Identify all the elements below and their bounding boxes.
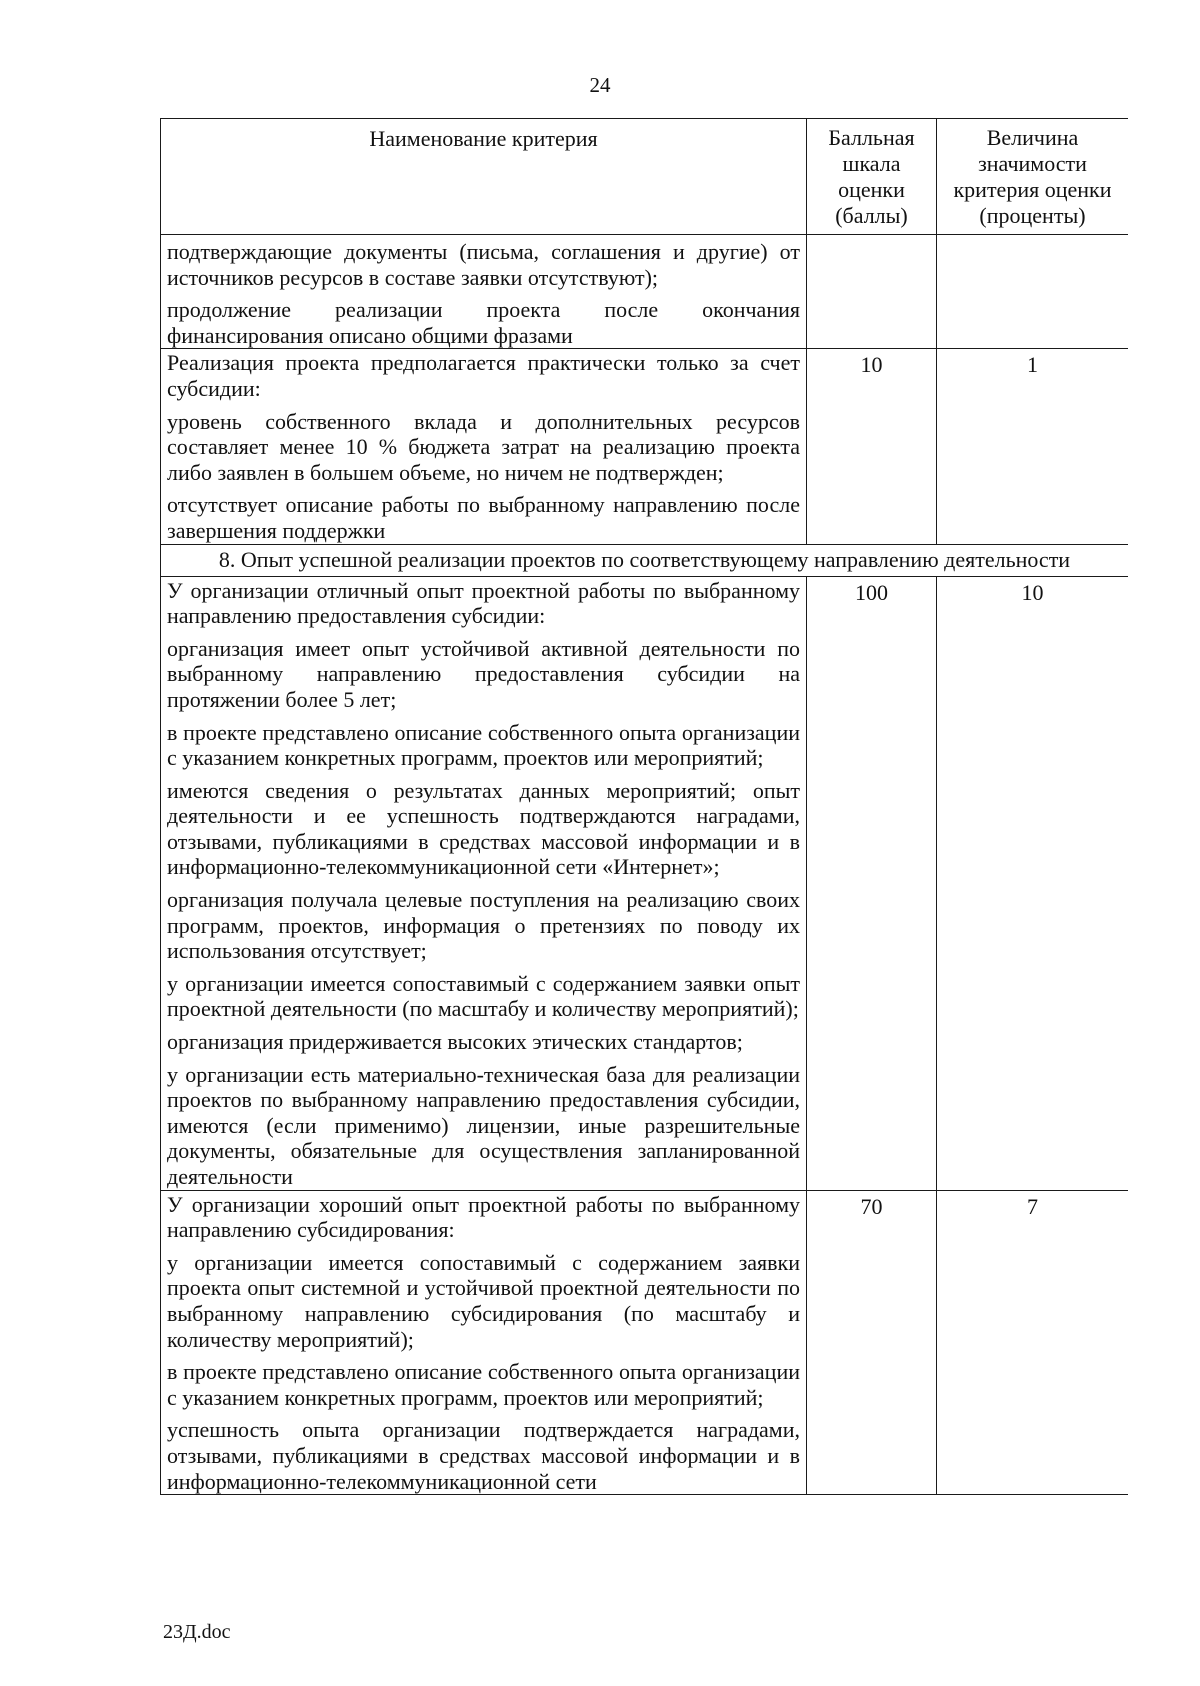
criterion-paragraph: имеются сведения о результатах данных мероприятий; опыт деятельности и ее успешность подтверждаются наградами, отзывами, публикациями в средствах массовой информации и в информационно-телекоммуникационной сети «Интернет»; xyxy=(167,777,800,880)
criterion-paragraph: подтверждающие документы (письма, соглашения и другие) от источников ресурсов в составе заявки отсутствуют); xyxy=(167,239,800,290)
table-row xyxy=(161,576,1129,1190)
criterion-paragraph: у организации имеется сопоставимый с содержанием заявки проекта опыт системной и устойчивой проектной деятельности по выбранному направлению субсидирования (по масштабу и количеству мероприятий); xyxy=(167,1249,800,1352)
table-row xyxy=(161,235,1129,349)
score-cell: 10 xyxy=(807,349,937,544)
criterion-paragraph: У организации хороший опыт проектной работы по выбранному направлению субсидирования: xyxy=(167,1191,800,1243)
section-title: 8. Опыт успешной реализации проектов по соответствующему направлению деятельности xyxy=(161,544,1129,576)
table-row xyxy=(161,1190,1129,1495)
section-row xyxy=(161,544,1129,576)
criterion-paragraph: в проекте представлено описание собственного опыта организации с указанием конкретных программ, проектов или мероприятий; xyxy=(167,719,800,771)
criterion-paragraph: отсутствует описание работы по выбранному направлению после завершения поддержки xyxy=(167,492,800,543)
table-header-row xyxy=(161,119,1129,235)
criterion-paragraph: успешность опыта организации подтверждается наградами, отзывами, публикациями в средствах массовой информации и в информационно-телекоммуникационной сети xyxy=(167,1417,800,1494)
score-cell: 70 xyxy=(807,1190,937,1495)
weight-cell: 10 xyxy=(937,576,1129,1190)
criteria-table xyxy=(160,118,1128,1495)
criteria-table-container xyxy=(160,118,1128,1626)
criterion-paragraph: организация имеет опыт устойчивой активной деятельности по выбранному направлению предоставления субсидии на протяжении более 5 лет; xyxy=(167,635,800,712)
footer-filename: 23Д.doc xyxy=(163,1621,231,1643)
criterion-paragraph: организация придерживается высоких этических стандартов; xyxy=(167,1029,743,1055)
header-score: Балльная шкала оценки (баллы) xyxy=(807,119,937,235)
weight-cell: 7 xyxy=(937,1190,1129,1495)
criterion-cell xyxy=(161,349,807,544)
criterion-paragraph: Реализация проекта предполагается практически только за счет субсидии: xyxy=(167,350,800,401)
criterion-cell xyxy=(161,235,807,349)
table-row xyxy=(161,349,1129,544)
criterion-paragraph: У организации отличный опыт проектной работы по выбранному направлению предоставления субсидии: xyxy=(167,577,800,629)
score-cell: 100 xyxy=(807,576,937,1190)
criterion-cell xyxy=(161,576,807,1190)
criterion-cell xyxy=(161,1190,807,1495)
weight-cell: 1 xyxy=(937,349,1129,544)
weight-cell xyxy=(937,235,1129,349)
criterion-paragraph: уровень собственного вклада и дополнительных ресурсов составляет менее 10 % бюджета затрат на реализацию проекта либо заявлен в большем объеме, но ничем не подтвержден; xyxy=(167,408,800,485)
criterion-paragraph: организация получала целевые поступления на реализацию своих программ, проектов, информация о претензиях по поводу их использования отсутствует; xyxy=(167,887,800,964)
criterion-paragraph: у организации есть материально-техническая база для реализации проектов по выбранному направлению предоставления субсидии, имеются (если применимо) лицензии, иные разрешительные документы, обязательные для осуществления запланированной деятельности xyxy=(167,1061,800,1189)
header-weight: Величина значимости критерия оценки (проценты) xyxy=(937,119,1129,235)
criterion-paragraph: у организации имеется сопоставимый с содержанием заявки опыт проектной деятельности (по масштабу и количеству мероприятий); xyxy=(167,970,800,1022)
page-number: 24 xyxy=(589,73,611,97)
header-criterion: Наименование критерия xyxy=(161,119,807,235)
score-cell xyxy=(807,235,937,349)
criterion-paragraph: в проекте представлено описание собственного опыта организации с указанием конкретных программ, проектов или мероприятий; xyxy=(167,1359,800,1410)
criterion-paragraph: продолжение реализации проекта после окончания финансирования описано общими фразами xyxy=(167,297,800,348)
